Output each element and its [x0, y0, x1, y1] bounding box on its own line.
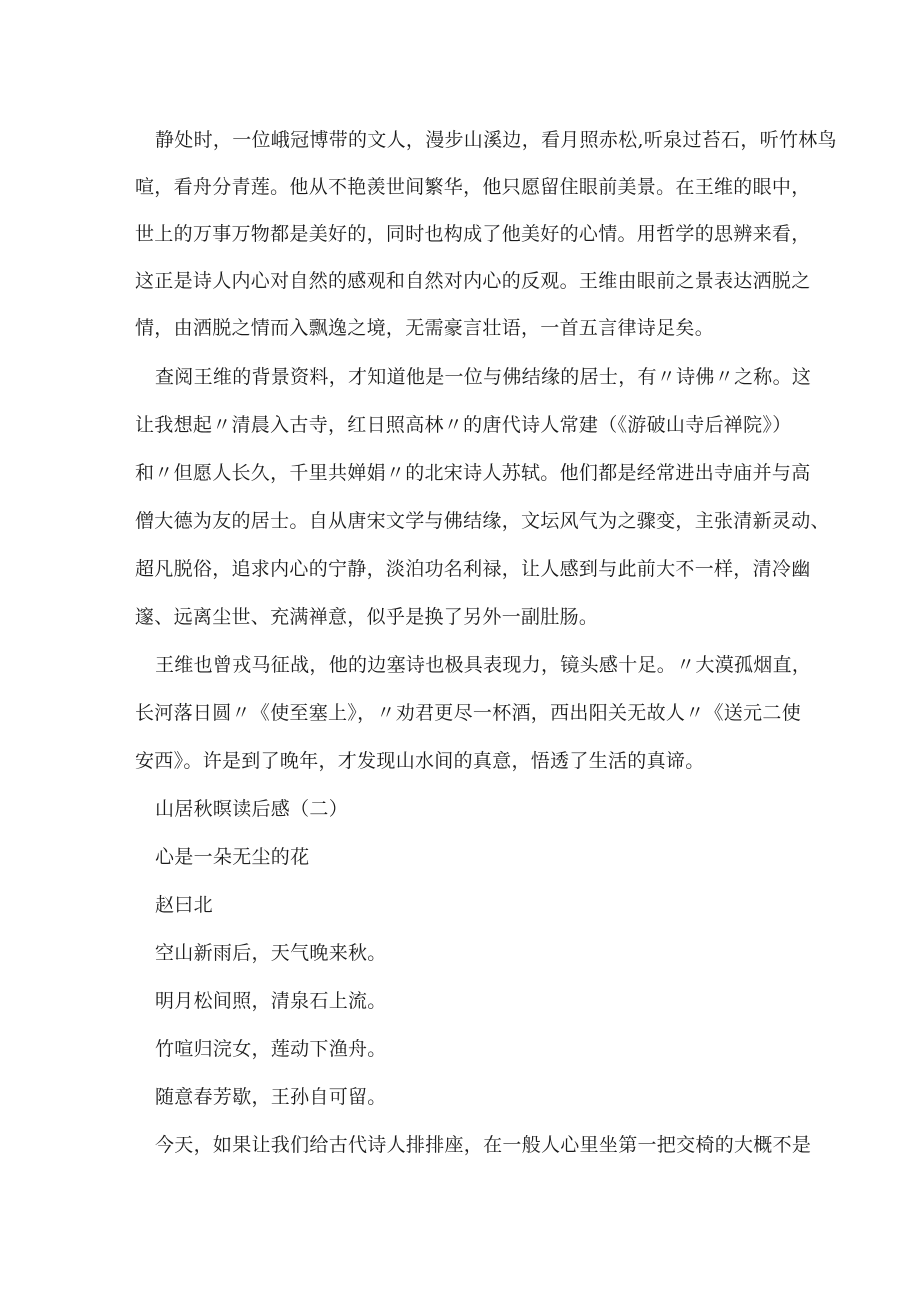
text-line: 僧大德为友的居士。自从唐宋文学与佛结缘，文坛风气为之骤变，主张清新灵动、: [135, 510, 830, 532]
poem-line: 竹喧归浣女，莲动下渔舟。: [155, 1038, 387, 1060]
article-title: 心是一朵无尘的花: [155, 846, 310, 868]
poem-line: 明月松间照，清泉石上流。: [155, 990, 387, 1012]
text-line: 安西》。许是到了晚年，才发现山水间的真意，悟透了生活的真谛。: [135, 750, 705, 772]
text-line: 静处时，一位峨冠博带的文人，漫步山溪边，看月照赤松,听泉过苔石，听竹林鸟: [155, 129, 837, 151]
text-line: 世上的万事万物都是美好的，同时也构成了他美好的心情。用哲学的思辨来看，: [135, 223, 811, 245]
poem-line: 随意春芳歇，王孙自可留。: [155, 1086, 387, 1108]
text-line: 这正是诗人内心对自然的感观和自然对内心的反观。王维由眼前之景表达洒脱之: [135, 270, 811, 292]
text-line: 喧，看舟分青莲。他从不艳羡世间繁华，他只愿留住眼前美景。在王维的眼中，: [135, 176, 811, 198]
section-heading: 山居秋暝读后感（二）: [155, 798, 349, 820]
text-line: 邃、远离尘世、充满禅意，似乎是换了另外一副肚肠。: [135, 606, 599, 628]
text-line: 查阅王维的背景资料，才知道他是一位与佛结缘的居士，有〃诗佛〃之称。这: [155, 366, 812, 388]
text-line: 让我想起〃清晨入古寺，红日照高林〃的唐代诗人常建（《游破山寺后禅院》）: [135, 414, 792, 436]
text-line: 情，由洒脱之情而入飘逸之境，无需豪言壮语，一首五言律诗足矣。: [135, 317, 715, 339]
text-line: 今天，如果让我们给古代诗人排排座，在一般人心里坐第一把交椅的大概不是: [155, 1134, 812, 1156]
text-line: 长河落日圆〃《使至塞上》，〃劝君更尽一杯酒，西出阳关无故人〃《送元二使: [135, 702, 802, 724]
text-line: 王维也曾戎马征战，他的边塞诗也极具表现力，镜头感十足。〃大漠孤烟直，: [155, 654, 812, 676]
poem-line: 空山新雨后，天气晚来秋。: [155, 942, 387, 964]
text-line: 超凡脱俗，追求内心的宁静，淡泊功名利禄，让人感到与此前大不一样，清冷幽: [135, 558, 811, 580]
text-line: 和〃但愿人长久，千里共婵娟〃的北宋诗人苏轼。他们都是经常进出寺庙并与高: [135, 462, 811, 484]
author-name: 赵曰北: [155, 894, 213, 916]
